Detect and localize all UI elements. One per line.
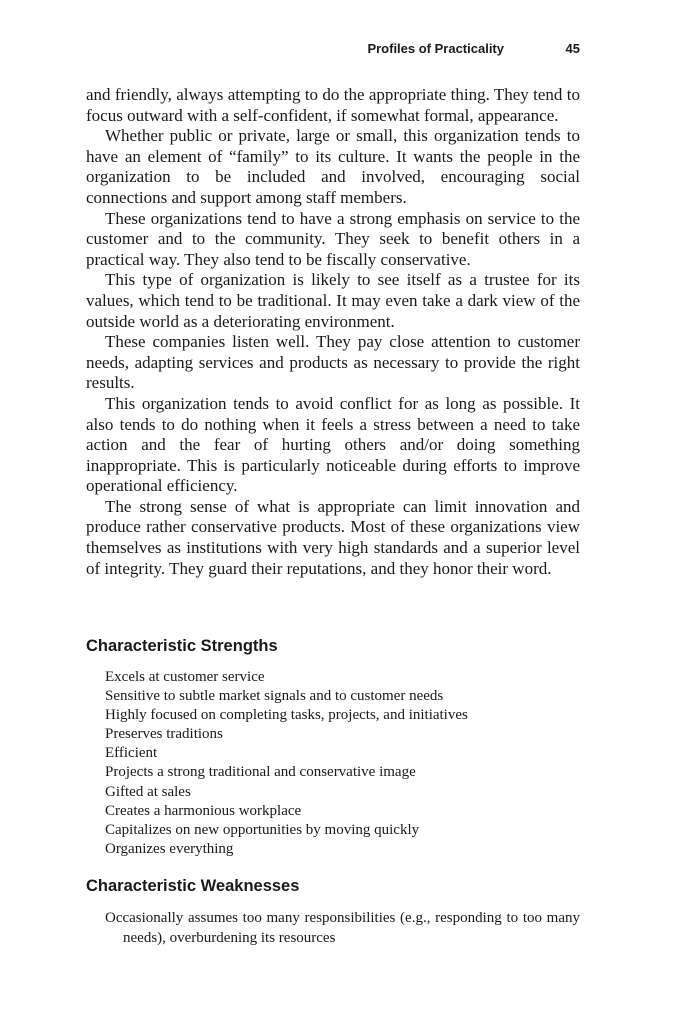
list-item: Occasionally assumes too many responsibilities (e.g., responding to too many needs), overburdening its resources bbox=[105, 910, 580, 946]
paragraph: These organizations tend to have a strong emphasis on service to the customer and to the community. They seek to benefit others in a practical way. They also tend to be fiscally conservative. bbox=[86, 208, 580, 269]
list-item: Sensitive to subtle market signals and to customer needs bbox=[105, 688, 444, 705]
paragraph: and friendly, always attempting to do the appropriate thing. They tend to focus outward with a self-confident, if somewhat formal, appearance. bbox=[86, 85, 580, 125]
page-number: 45 bbox=[565, 41, 580, 56]
strengths-heading: Characteristic Strengths bbox=[86, 637, 278, 655]
paragraph: This type of organization is likely to see itself as a trustee for its values, which tend to be traditional. It may even take a dark view of the outside world as a deteriorating environment. bbox=[86, 270, 580, 331]
list-item: Organizes everything bbox=[105, 840, 234, 857]
strengths-list bbox=[105, 668, 580, 859]
list-item: Creates a harmonious workplace bbox=[105, 802, 302, 819]
list-item: Gifted at sales bbox=[105, 783, 191, 800]
paragraph: This organization tends to avoid conflict for as long as possible. It also tends to do nothing when it feels a stress between a need to take action and the fear of hurting others and/or doing something inappropriate. This is particularly noticeable during efforts to improve operational efficiency. bbox=[86, 393, 580, 496]
list-item: Highly focused on completing tasks, projects, and initiatives bbox=[105, 707, 468, 724]
running-head-title: Profiles of Practicality bbox=[367, 41, 504, 56]
running-head bbox=[86, 41, 580, 61]
weaknesses-heading: Characteristic Weaknesses bbox=[86, 877, 300, 895]
list-item: Capitalizes on new opportunities by moving quickly bbox=[105, 821, 420, 838]
list-item: Efficient bbox=[105, 745, 158, 762]
weaknesses-list bbox=[105, 908, 580, 948]
list-item: Preserves traditions bbox=[105, 726, 223, 743]
paragraph: The strong sense of what is appropriate can limit innovation and produce rather conservative products. Most of these organizations view themselves as institutions with very high standards and a superior level of integrity. They guard their reputations, and they honor their word. bbox=[86, 496, 580, 578]
paragraph: Whether public or private, large or small, this organization tends to have an element of “family” to its culture. It wants the people in the organization to be included and involved, encouraging social connections and support among staff members. bbox=[86, 126, 580, 207]
list-item: Projects a strong traditional and conservative image bbox=[105, 764, 416, 781]
paragraph: These companies listen well. They pay close attention to customer needs, adapting services and products as necessary to provide the right results. bbox=[86, 332, 580, 393]
body-text bbox=[86, 85, 580, 579]
list-item: Excels at customer service bbox=[105, 669, 265, 685]
